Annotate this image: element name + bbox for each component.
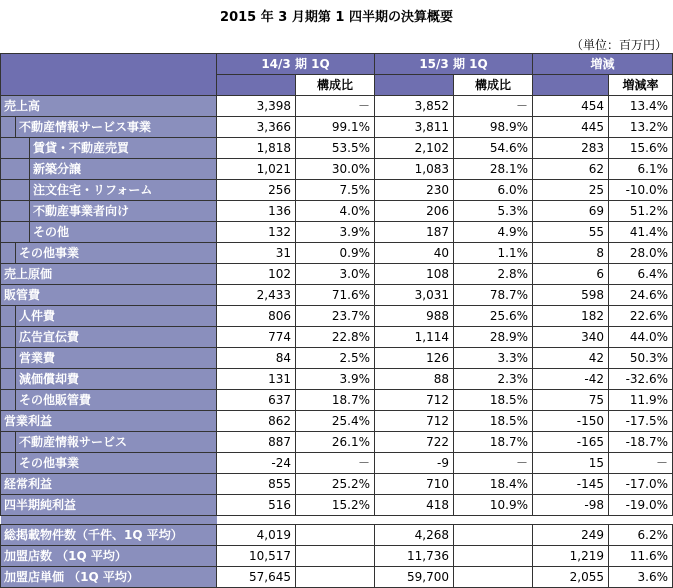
row-label-cell	[1, 432, 217, 453]
financial-table	[0, 53, 673, 588]
cell-g: -18.7%	[609, 432, 673, 453]
cell-g: 51.2%	[609, 201, 673, 222]
cell-r2: 18.5%	[454, 411, 533, 432]
cell-v2: 59,700	[375, 567, 454, 588]
row-label-cell	[1, 222, 217, 243]
row-label-wrap	[1, 348, 216, 368]
cell-v1: 637	[217, 390, 296, 411]
cell-empty	[296, 567, 375, 588]
kpi-row	[1, 525, 673, 546]
cell-g: -17.5%	[609, 411, 673, 432]
row-label-wrap	[1, 159, 216, 179]
cell-r1: 7.5%	[296, 180, 375, 201]
cell-d: 454	[533, 96, 609, 117]
cell-r1: 30.0%	[296, 159, 375, 180]
row-indent	[1, 117, 16, 137]
table-row	[1, 222, 673, 243]
cell-r2: 28.1%	[454, 159, 533, 180]
header-ratio-1: 構成比	[296, 75, 375, 96]
row-label-cell	[1, 201, 217, 222]
row-label-cell	[1, 390, 217, 411]
cell-v2: 108	[375, 264, 454, 285]
kpi-label-wrap	[1, 525, 216, 545]
cell-v1: 31	[217, 243, 296, 264]
kpi-label-cell	[1, 567, 217, 588]
cell-v2: 4,268	[375, 525, 454, 546]
row-indent	[1, 159, 30, 179]
row-label-wrap	[1, 201, 216, 221]
cell-d: 75	[533, 390, 609, 411]
row-label-wrap	[1, 222, 216, 242]
row-label: 不動産情報サービス事業	[16, 117, 216, 137]
cell-r1: 2.5%	[296, 348, 375, 369]
cell-d: 8	[533, 243, 609, 264]
row-label-cell	[1, 411, 217, 432]
cell-d: -150	[533, 411, 609, 432]
cell-v1: 1,021	[217, 159, 296, 180]
row-label-wrap	[1, 285, 216, 305]
row-indent	[1, 432, 16, 452]
cell-v1: 774	[217, 327, 296, 348]
kpi-row	[1, 567, 673, 588]
row-indent	[1, 369, 16, 389]
cell-r1: 3.9%	[296, 369, 375, 390]
cell-v1: 855	[217, 474, 296, 495]
row-label-cell	[1, 453, 217, 474]
row-indent	[1, 138, 30, 158]
cell-v1: 256	[217, 180, 296, 201]
cell-v1: 516	[217, 495, 296, 516]
row-label: 人件費	[16, 306, 216, 326]
row-label: 四半期純利益	[1, 495, 216, 515]
cell-d: 249	[533, 525, 609, 546]
table-row	[1, 411, 673, 432]
cell-r2: 1.1%	[454, 243, 533, 264]
cell-r2: 4.9%	[454, 222, 533, 243]
spacer-cell	[1, 516, 217, 525]
cell-v2: 11,736	[375, 546, 454, 567]
cell-r1: －	[296, 96, 375, 117]
row-label: その他事業	[16, 243, 216, 263]
cell-v2: 3,852	[375, 96, 454, 117]
cell-r2: 25.6%	[454, 306, 533, 327]
spacer-cell	[375, 516, 454, 525]
spacer-cell	[296, 516, 375, 525]
table-row	[1, 201, 673, 222]
cell-v1: 131	[217, 369, 296, 390]
cell-g: 22.6%	[609, 306, 673, 327]
table-row	[1, 390, 673, 411]
row-label-wrap	[1, 432, 216, 452]
row-label: 不動産情報サービス	[16, 432, 216, 452]
row-label-wrap	[1, 96, 216, 116]
cell-v2: 3,031	[375, 285, 454, 306]
row-label-wrap	[1, 474, 216, 494]
row-label-wrap	[1, 453, 216, 473]
cell-g: -19.0%	[609, 495, 673, 516]
cell-r1: 99.1%	[296, 117, 375, 138]
cell-g: 28.0%	[609, 243, 673, 264]
cell-g: 11.9%	[609, 390, 673, 411]
cell-v2: 710	[375, 474, 454, 495]
cell-g: 24.6%	[609, 285, 673, 306]
cell-r2: 6.0%	[454, 180, 533, 201]
kpi-row	[1, 546, 673, 567]
row-label-cell	[1, 180, 217, 201]
cell-d: 182	[533, 306, 609, 327]
cell-g: -32.6%	[609, 369, 673, 390]
header-blank-cell	[375, 75, 454, 96]
table-row	[1, 138, 673, 159]
cell-g: 41.4%	[609, 222, 673, 243]
row-indent	[1, 327, 16, 347]
row-label-wrap	[1, 243, 216, 263]
row-label-wrap	[1, 369, 216, 389]
cell-v2: 2,102	[375, 138, 454, 159]
cell-r1: 26.1%	[296, 432, 375, 453]
cell-g: 6.1%	[609, 159, 673, 180]
page-title: 2015 年 3 月期第 1 四半期の決算概要	[220, 10, 453, 25]
cell-v1: 102	[217, 264, 296, 285]
cell-g: 3.6%	[609, 567, 673, 588]
cell-g: 50.3%	[609, 348, 673, 369]
row-label-cell	[1, 138, 217, 159]
cell-r2: 2.3%	[454, 369, 533, 390]
header-row-1	[1, 54, 673, 75]
kpi-label: 加盟店単価 （1Q 平均）	[1, 567, 216, 587]
table-row	[1, 96, 673, 117]
cell-r2: 18.7%	[454, 432, 533, 453]
table-row	[1, 432, 673, 453]
cell-r2: 78.7%	[454, 285, 533, 306]
cell-g: 13.4%	[609, 96, 673, 117]
cell-v2: 206	[375, 201, 454, 222]
cell-d: 55	[533, 222, 609, 243]
cell-g: 6.4%	[609, 264, 673, 285]
cell-r2: 3.3%	[454, 348, 533, 369]
row-label-cell	[1, 285, 217, 306]
spacer-cell	[609, 516, 673, 525]
cell-d: 1,219	[533, 546, 609, 567]
cell-d: 445	[533, 117, 609, 138]
cell-v1: 136	[217, 201, 296, 222]
cell-d: 69	[533, 201, 609, 222]
row-indent	[1, 306, 16, 326]
row-label-wrap	[1, 180, 216, 200]
cell-v1: 3,398	[217, 96, 296, 117]
cell-g: -17.0%	[609, 474, 673, 495]
row-label-cell	[1, 159, 217, 180]
cell-v1: 1,818	[217, 138, 296, 159]
cell-v2: 88	[375, 369, 454, 390]
cell-v1: 3,366	[217, 117, 296, 138]
header-period2: 15/3 期 1Q	[375, 54, 533, 75]
cell-r1: 71.6%	[296, 285, 375, 306]
cell-empty	[454, 525, 533, 546]
cell-d: -98	[533, 495, 609, 516]
kpi-label-cell	[1, 525, 217, 546]
unit-note: （単位：百万円）	[570, 38, 667, 52]
kpi-label-cell	[1, 546, 217, 567]
cell-v2: 126	[375, 348, 454, 369]
cell-d: 2,055	[533, 567, 609, 588]
row-label-cell	[1, 96, 217, 117]
table-row	[1, 117, 673, 138]
row-label: 営業利益	[1, 411, 216, 431]
table-row	[1, 327, 673, 348]
cell-r2: 54.6%	[454, 138, 533, 159]
row-label-wrap	[1, 327, 216, 347]
kpi-label-wrap	[1, 546, 216, 566]
cell-r1: 0.9%	[296, 243, 375, 264]
row-label-cell	[1, 264, 217, 285]
cell-v2: 712	[375, 411, 454, 432]
header-growth: 増減率	[609, 75, 673, 96]
cell-r1: 15.2%	[296, 495, 375, 516]
row-label-cell	[1, 348, 217, 369]
cell-r1: 25.4%	[296, 411, 375, 432]
cell-d: -145	[533, 474, 609, 495]
table-body	[1, 96, 673, 588]
row-label-wrap	[1, 138, 216, 158]
cell-d: 340	[533, 327, 609, 348]
row-label: その他	[30, 222, 216, 242]
cell-r1: 23.7%	[296, 306, 375, 327]
cell-v1: 4,019	[217, 525, 296, 546]
row-label: 販管費	[1, 285, 216, 305]
cell-v2: 418	[375, 495, 454, 516]
row-label: 賃貸・不動産売買	[30, 138, 216, 158]
cell-r2: 5.3%	[454, 201, 533, 222]
cell-r1: 3.0%	[296, 264, 375, 285]
cell-g: －	[609, 453, 673, 474]
cell-g: 6.2%	[609, 525, 673, 546]
header-change: 増減	[533, 54, 673, 75]
cell-v2: 40	[375, 243, 454, 264]
row-label: 営業費	[16, 348, 216, 368]
cell-d: 42	[533, 348, 609, 369]
row-label: 広告宣伝費	[16, 327, 216, 347]
cell-r2: 28.9%	[454, 327, 533, 348]
cell-v2: 1,083	[375, 159, 454, 180]
table-row	[1, 495, 673, 516]
row-label: 経常利益	[1, 474, 216, 494]
cell-v1: 57,645	[217, 567, 296, 588]
row-label-cell	[1, 243, 217, 264]
row-indent	[1, 390, 16, 410]
cell-r1: 22.8%	[296, 327, 375, 348]
cell-empty	[296, 525, 375, 546]
row-label-cell	[1, 474, 217, 495]
cell-v2: 988	[375, 306, 454, 327]
table-row	[1, 306, 673, 327]
row-label-cell	[1, 327, 217, 348]
table-row	[1, 453, 673, 474]
row-indent	[1, 348, 16, 368]
cell-r1: 18.7%	[296, 390, 375, 411]
header-period1: 14/3 期 1Q	[217, 54, 375, 75]
cell-d: 6	[533, 264, 609, 285]
cell-g: 44.0%	[609, 327, 673, 348]
kpi-label: 加盟店数 （1Q 平均）	[1, 546, 216, 566]
table-row	[1, 180, 673, 201]
header-blank	[1, 54, 217, 96]
row-label-cell	[1, 117, 217, 138]
cell-r2: 2.8%	[454, 264, 533, 285]
kpi-label-wrap	[1, 567, 216, 587]
row-indent	[1, 222, 30, 242]
spacer-cell	[454, 516, 533, 525]
cell-r2: 18.5%	[454, 390, 533, 411]
cell-d: 15	[533, 453, 609, 474]
cell-v2: 3,811	[375, 117, 454, 138]
row-label: 売上高	[1, 96, 216, 116]
row-indent	[1, 201, 30, 221]
cell-g: 11.6%	[609, 546, 673, 567]
table-row	[1, 264, 673, 285]
cell-r1: 53.5%	[296, 138, 375, 159]
cell-v2: -9	[375, 453, 454, 474]
row-label-wrap	[1, 390, 216, 410]
table-row	[1, 159, 673, 180]
table-row	[1, 285, 673, 306]
spacer-cell	[533, 516, 609, 525]
cell-r1: －	[296, 453, 375, 474]
cell-empty	[454, 567, 533, 588]
cell-v1: 10,517	[217, 546, 296, 567]
table-row	[1, 369, 673, 390]
table-row	[1, 348, 673, 369]
cell-v2: 230	[375, 180, 454, 201]
row-label-wrap	[1, 411, 216, 431]
cell-v1: 862	[217, 411, 296, 432]
cell-g: 15.6%	[609, 138, 673, 159]
cell-g: -10.0%	[609, 180, 673, 201]
table-row	[1, 474, 673, 495]
cell-v1: 2,433	[217, 285, 296, 306]
row-label: 不動産事業者向け	[30, 201, 216, 221]
row-label: その他事業	[16, 453, 216, 473]
row-indent	[1, 180, 30, 200]
spacer-cell	[217, 516, 296, 525]
header-blank-cell	[217, 75, 296, 96]
row-label-cell	[1, 306, 217, 327]
cell-r2: －	[454, 96, 533, 117]
row-label: 注文住宅・リフォーム	[30, 180, 216, 200]
cell-v1: -24	[217, 453, 296, 474]
cell-v1: 887	[217, 432, 296, 453]
cell-v1: 132	[217, 222, 296, 243]
cell-v2: 1,114	[375, 327, 454, 348]
header-ratio-2: 構成比	[454, 75, 533, 96]
row-label-wrap	[1, 117, 216, 137]
row-label-cell	[1, 369, 217, 390]
row-label-wrap	[1, 264, 216, 284]
cell-r1: 4.0%	[296, 201, 375, 222]
cell-empty	[296, 546, 375, 567]
kpi-label: 総掲載物件数（千件、1Q 平均）	[1, 525, 216, 545]
cell-r2: －	[454, 453, 533, 474]
row-label: 減価償却費	[16, 369, 216, 389]
header-blank-cell	[533, 75, 609, 96]
cell-v2: 712	[375, 390, 454, 411]
cell-v1: 84	[217, 348, 296, 369]
cell-r2: 10.9%	[454, 495, 533, 516]
cell-r1: 3.9%	[296, 222, 375, 243]
cell-r2: 98.9%	[454, 117, 533, 138]
row-indent	[1, 243, 16, 263]
cell-d: 283	[533, 138, 609, 159]
cell-empty	[454, 546, 533, 567]
row-label-wrap	[1, 495, 216, 515]
row-label-cell	[1, 495, 217, 516]
cell-v1: 806	[217, 306, 296, 327]
row-label: 売上原価	[1, 264, 216, 284]
cell-r2: 18.4%	[454, 474, 533, 495]
cell-v2: 187	[375, 222, 454, 243]
cell-d: 598	[533, 285, 609, 306]
cell-d: -165	[533, 432, 609, 453]
spacer-row	[1, 516, 673, 525]
row-label: その他販管費	[16, 390, 216, 410]
cell-g: 13.2%	[609, 117, 673, 138]
row-label-wrap	[1, 306, 216, 326]
cell-v2: 722	[375, 432, 454, 453]
cell-r1: 25.2%	[296, 474, 375, 495]
cell-d: 25	[533, 180, 609, 201]
table-row	[1, 243, 673, 264]
row-indent	[1, 453, 16, 473]
row-label: 新築分譲	[30, 159, 216, 179]
cell-d: 62	[533, 159, 609, 180]
cell-d: -42	[533, 369, 609, 390]
